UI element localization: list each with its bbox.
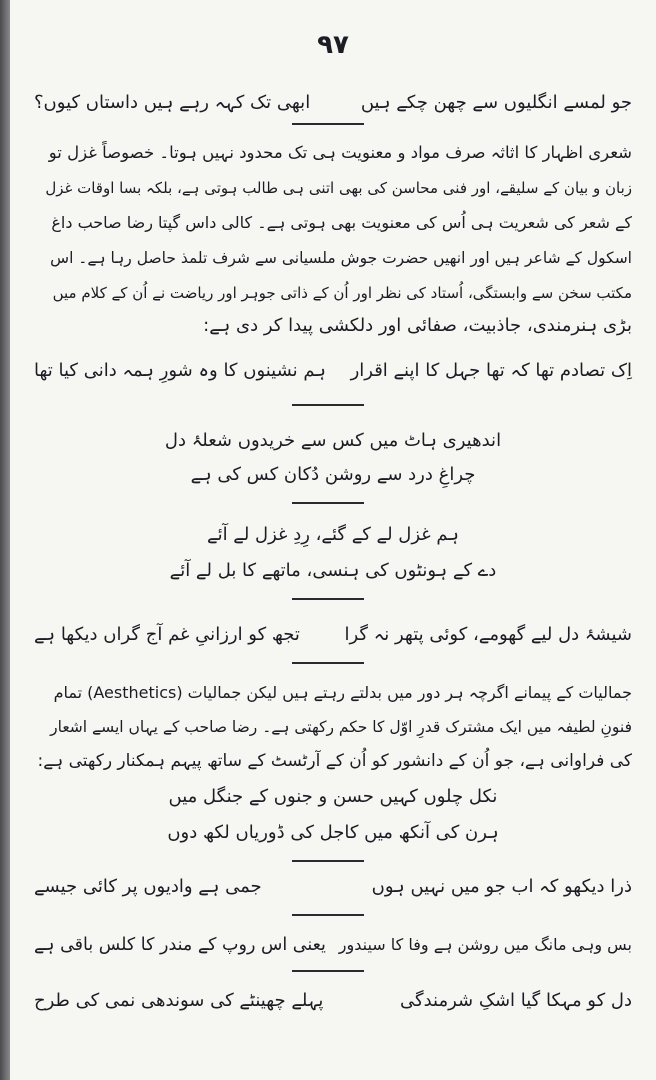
verse-1-line: چراغِ درد سے روشن دُکان کس کی ہے: [190, 464, 476, 485]
verse-2-line: دے کے ہونٹوں کی ہنسی، ماتھے کا بل لے آئے: [169, 560, 497, 581]
couplet-5-misra-2: یعنی اس روپ کے مندر کا کلس باقی ہے: [34, 935, 326, 955]
couplet-1: [34, 88, 632, 118]
paragraph-1-line: زبان و بیان کے سلیقے، اور فنی محاسن کی بھی اتنی ہی طالب ہوتی ہے، بلکہ بسا اوقات غزل: [45, 179, 632, 197]
verse-2-line: ہم غزل لے کے گئے، رِدِ غزل لے آئے: [207, 524, 459, 545]
book-spine-shadow: [0, 0, 10, 1080]
separator-rule: [292, 502, 364, 504]
paragraph-2-line: جمالیات کے پیمانے اگرچہ ہر دور میں بدلتے رہتے ہیں لیکن جمالیات (Aesthetics) تمام: [53, 683, 632, 702]
verse-3-line: نکل چلوں کہیں حسن و جنوں کے جنگل میں: [168, 786, 498, 807]
separator-rule: [292, 598, 364, 600]
verse-1-line: اندھیری ہاٹ میں کس سے خریدوں شعلۂ دل: [164, 430, 502, 451]
couplet-2-misra-2: ہم نشینوں کا وہ شورِ ہمہ دانی کیا تھا: [34, 360, 326, 381]
couplet-3-misra-2: تجھ کو ارزانیِ غم آج گراں دیکھا ہے: [34, 624, 300, 645]
separator-rule: [292, 662, 364, 664]
book-page: [10, 0, 656, 1080]
verse-3-line: ہرن کی آنکھ میں کاجل کی ڈوریاں لکھ دوں: [167, 822, 499, 843]
separator-rule: [292, 970, 364, 972]
paragraph-2-line: فنونِ لطیفہ میں ایک مشترک قدرِ اوّل کا حکم رکھتی ہے۔ رضا صاحب کے یہاں ایسے اشعار: [50, 718, 632, 736]
paragraph-1-line: اسکول کے شاعر ہیں اور انھیں حضرت جوش ملسیانی سے شرف تلمذ حاصل رہا ہے۔ اس: [50, 249, 632, 267]
separator-rule: [292, 404, 364, 406]
couplet-3-misra-1: شیشۂ دل لیے گھومے، کوئی پتھر نہ گرا: [344, 624, 632, 645]
paragraph-1-line: شعری اظہار کا اثاثہ صرف مواد و معنویت ہی تک محدود نہیں ہوتا۔ خصوصاً غزل تو: [48, 143, 632, 162]
paragraph-1-line: مکتب سخن سے وابستگی، اُستاد کی نظر اور اُن کے ذاتی جوہر اور ریاضت نے اُن کے کلام میں: [52, 284, 632, 302]
separator-rule: [292, 860, 364, 862]
paragraph-1-line: بڑی ہنرمندی، جاذبیت، صفائی اور دلکشی پیدا کر دی ہے:: [203, 315, 632, 336]
couplet-2-misra-1: اِک تصادم تھا کہ تھا جہل کا اپنے اقرار: [350, 360, 632, 381]
couplet-5-misra-1: بس وہی مانگ میں روشن ہے وفا کا سیندور: [338, 935, 632, 954]
paragraph-1-line: کے شعر کی شعریت ہی اُس کی معنویت بھی ہوتی ہے۔ کالی داس گپتا رضا صاحب داغ: [51, 213, 632, 232]
couplet-4-misra-1: ذرا دیکھو کہ اب جو میں نہیں ہوں: [371, 876, 632, 897]
couplet-6: [34, 986, 632, 1016]
couplet-1-misra-1: جو لمسے انگلیوں سے چھن چکے ہیں: [360, 92, 632, 113]
paragraph-2-line: کی فراوانی ہے، جو اُن کے دانشور کو اُن کے آرٹسٹ کے ساتھ پیہم ہمکنار رکھتی ہے:: [37, 751, 632, 771]
couplet-4: [34, 872, 632, 902]
couplet-2: [34, 356, 632, 386]
couplet-6-misra-1: دل کو مہکا گیا اشکِ شرمندگی: [400, 990, 632, 1011]
separator-rule: [292, 914, 364, 916]
couplet-5: [34, 930, 632, 960]
page-number: ۹۷: [317, 30, 349, 60]
separator-rule: [292, 123, 364, 125]
couplet-4-misra-2: جمی ہے وادیوں پر کائی جیسے: [34, 876, 262, 897]
couplet-1-misra-2: ابھی تک کہہ رہے ہیں داستاں کیوں؟: [34, 92, 311, 113]
couplet-6-misra-2: پہلے چھینٹے کی سوندھی نمی کی طرح: [34, 990, 324, 1011]
couplet-3: [34, 620, 632, 650]
